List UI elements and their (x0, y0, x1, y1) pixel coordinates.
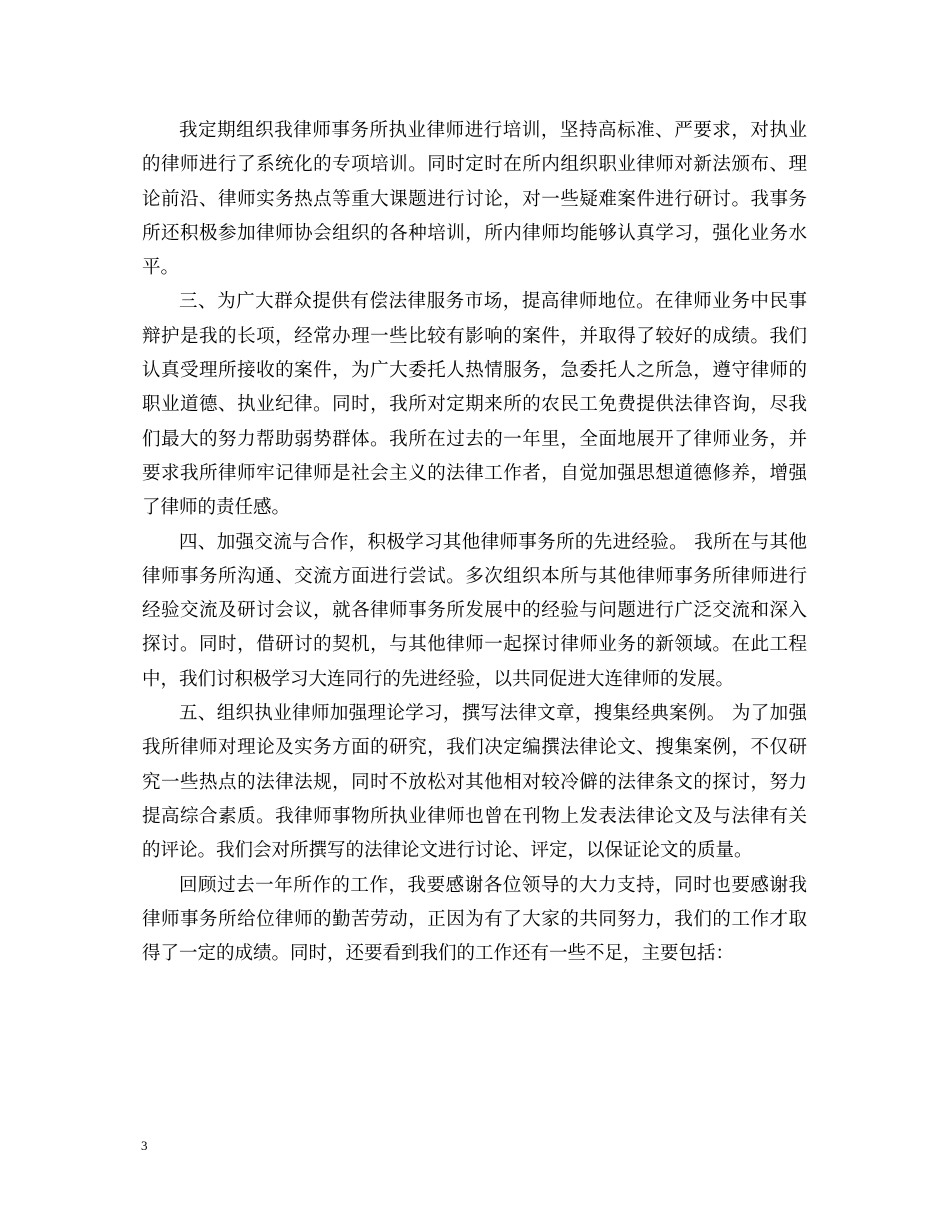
paragraph-exchange-cooperation: 四、加强交流与合作，积极学习其他律师事务所的先进经验。 我所在与其他律师事务所沟通、交流方面进行尝试。多次组织本所与其他律师事务所律师进行经验交流及研讨会议，就各律师事务所发展中的经验与问题进行广泛交流和深入探讨。同时，借研讨的契机，与其他律师一起探讨律师业务的新领域。在此工程中，我们讨积极学习大连同行的先进经验，以共同促进大连律师的发展。 (142, 531, 807, 690)
page-number: 3 (141, 1138, 148, 1153)
document-body (142, 114, 807, 971)
paragraph-review: 回顾过去一年所作的工作，我要感谢各位领导的大力支持，同时也要感谢我律师事务所给位律师的勤苦劳动，正因为有了大家的共同努力，我们的工作才取得了一定的成绩。同时，还要看到我们的工作还有一些不足，主要包括： (142, 874, 807, 965)
paragraph-legal-services: 三、为广大群众提供有偿法律服务市场，提高律师地位。在律师业务中民事辩护是我的长项，经常办理一些比较有影响的案件，并取得了较好的成绩。我们认真受理所接收的案件，为广大委托人热情服务，急委托人之所急，遵守律师的职业道德、执业纪律。同时，我所对定期来所的农民工免费提供法律咨询，尽我们最大的努力帮助弱势群体。我所在过去的一年里，全面地展开了律师业务，并要求我所律师牢记律师是社会主义的法律工作者，自觉加强思想道德修养，增强了律师的责任感。 (142, 291, 807, 519)
paragraph-theory-study: 五、组织执业律师加强理论学习，撰写法律文章，搜集经典案例。 为了加强我所律师对理论及实务方面的研究，我们决定编撰法律论文、搜集案例，不仅研究一些热点的法律法规，同时不放松对其他相对较冷僻的法律条文的探讨，努力提高综合素质。我律师事物所执业律师也曾在刊物上发表法律论文及与法律有关的评论。我们会对所撰写的法律论文进行讨论、评定，以保证论文的质量。 (142, 703, 807, 862)
paragraph-training: 我定期组织我律师事务所执业律师进行培训，坚持高标准、严要求，对执业的律师进行了系统化的专项培训。同时定时在所内组织职业律师对新法颁布、理论前沿、律师实务热点等重大课题进行讨论，对一些疑难案件进行研讨。我事务所还积极参加律师协会组织的各种培训，所内律师均能够认真学习，强化业务水平。 (142, 120, 807, 279)
